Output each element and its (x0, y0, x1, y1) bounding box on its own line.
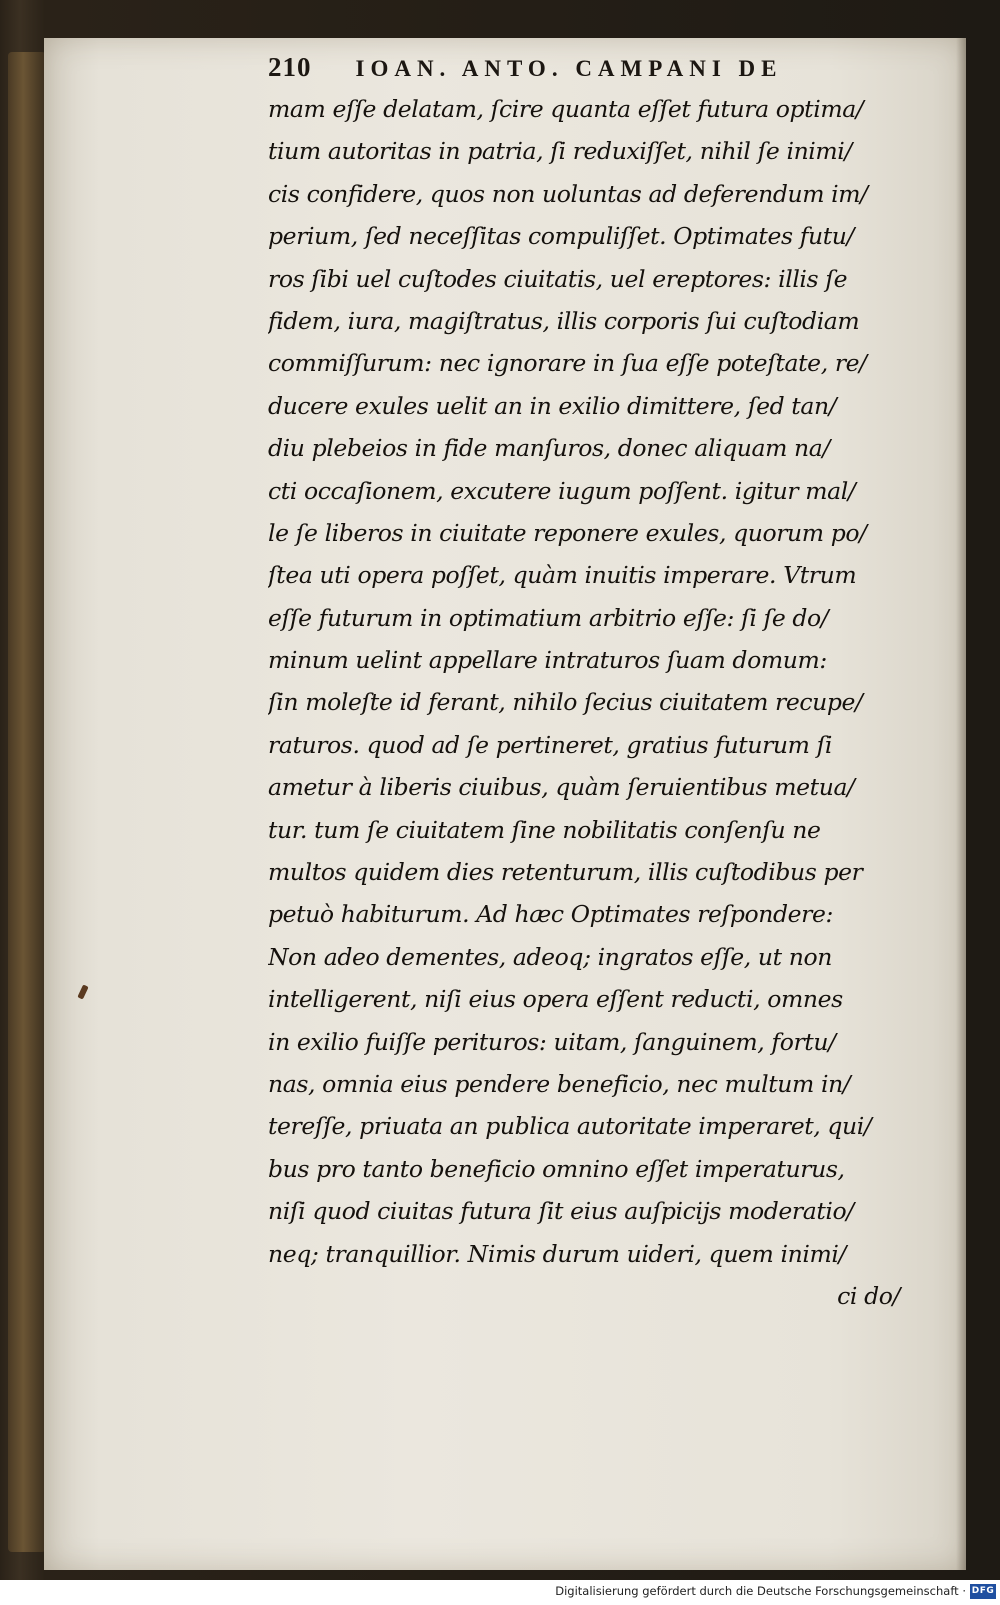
text-line: fidem, iura, magiſtratus, illis corporis ſui cuſtodiam (268, 306, 860, 335)
funding-credit: Digitalisierung gefördert durch die Deutsche Forschungsgemeinschaft · (555, 1584, 966, 1598)
text-line: eſſe futurum in optimatium arbitrio eſſe: ſi ſe do/ (268, 603, 829, 632)
text-line: neq; tranquillior. Nimis durum uideri, quem inimi/ (268, 1239, 846, 1268)
text-line: intelligerent, niſi eius opera eſſent reducti, omnes (268, 985, 843, 1014)
text-line: Non adeo dementes, adeoq; ingratos eſſe, ut non (268, 942, 832, 971)
text-line: tereſſe, priuata an publica autoritate imperaret, qui/ (268, 1112, 872, 1141)
text-line: ducere exules uelit an in exilio dimittere, ſed tan/ (268, 391, 837, 420)
text-line: ſin moleſte id ferant, nihilo ſecius ciuitatem recupe/ (268, 688, 863, 717)
page-edge-shadow (956, 38, 966, 1570)
text-line: ſtea uti opera poſſet, quàm inuitis imperare. Vtrum (268, 561, 857, 590)
book-binding-edge (8, 52, 46, 1552)
text-line: tium autoritas in patria, ſi reduxiſſet, nihil ſe inimi/ (268, 137, 852, 166)
digitization-footer (0, 1580, 1000, 1605)
text-line: petuò habiturum. Ad hæc Optimates reſpondere: (268, 900, 833, 929)
text-line: le ſe liberos in ciuitate reponere exules, quorum po/ (268, 518, 867, 547)
text-line: cis confidere, quos non uoluntas ad deferendum im/ (268, 179, 868, 208)
text-line: commiſſurum: nec ignorare in ſua eſſe poteſtate, re/ (268, 349, 867, 378)
page-number: 210 (268, 52, 312, 82)
text-line: nas, omnia eius pendere beneficio, nec multum in/ (268, 1069, 851, 1098)
text-line: minum uelint appellare intraturos ſuam domum: (268, 646, 827, 675)
text-line: in exilio fuiſſe perituros: uitam, ſanguinem, fortu/ (268, 1027, 836, 1056)
text-line: ros ſibi uel cuſtodes ciuitatis, uel ereptores: illis ſe (268, 264, 848, 293)
text-line: perium, ſed neceſſitas compuliſſet. Optimates futu/ (268, 222, 855, 251)
text-line: raturos. quod ad ſe pertineret, gratius futurum ſi (268, 730, 833, 759)
text-line: bus pro tanto beneficio omnino eſſet imperaturus, (268, 1154, 845, 1183)
text-line: diu plebeios in fide manſuros, donec aliquam na/ (268, 434, 830, 463)
dfg-logo: DFG (970, 1584, 996, 1599)
text-line: niſi quod ciuitas futura ſit eius auſpicijs moderatio/ (268, 1197, 854, 1226)
text-line: cti occaſionem, excutere iugum poſſent. igitur mal/ (268, 476, 856, 505)
running-head (268, 52, 908, 82)
running-title: IOAN. ANTO. CAMPANI DE (355, 56, 783, 81)
text-line: ci do/ (837, 1281, 900, 1310)
text-line: mam eſſe delatam, ſcire quanta eſſet futura optima/ (268, 95, 864, 123)
text-line: tur. tum ſe ciuitatem ſine nobilitatis conſenſu ne (268, 815, 821, 844)
text-line: multos quidem dies retenturum, illis cuſtodibus per (268, 858, 863, 887)
text-line: ametur à liberis ciuibus, quàm ſeruientibus metua/ (268, 773, 855, 802)
body-text (268, 88, 908, 1317)
